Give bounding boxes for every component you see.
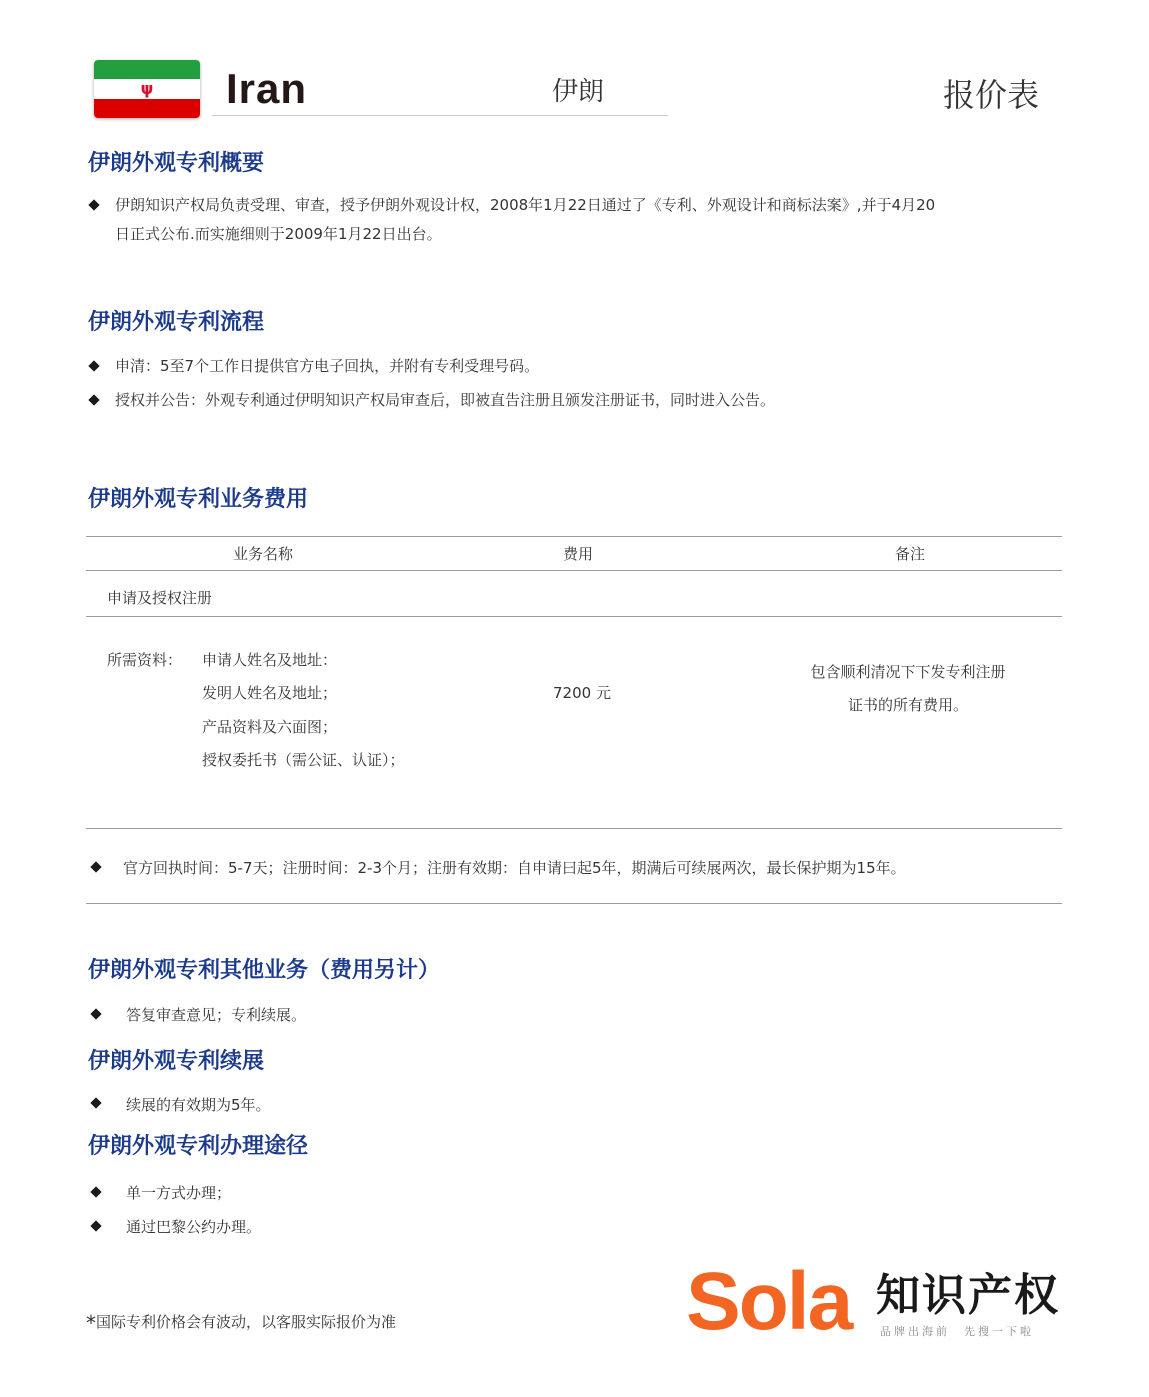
bullet-diamond-icon [88,394,99,405]
other-item: 答复审查意见；专利续展。 [126,1006,307,1024]
bullet-diamond-icon [90,1220,101,1231]
table-top-rule [86,536,1062,537]
process-item-2: 授权并公告：外观专利通过伊明知识产权局审查后，即被直告注册且颁发注册证书，同时进入公告。 [115,391,776,409]
fee-remark-line: 证书的所有费用。 [847,696,968,714]
table-group-rule [86,616,1062,617]
bullet-diamond-icon [88,360,99,371]
column-header-remark: 备注 [894,545,925,563]
section-title-fees: 伊朗外观专利业务费用 [88,487,309,512]
logo-cn-text: 知识产权 [876,1270,1060,1321]
footnote-rule [86,903,1062,904]
price-disclaimer-text: 国际专利价格会有波动，以客服实际报价为准 [96,1313,397,1331]
fee-price: 7200 元 [553,684,611,702]
material-item: 发明人姓名及地址； [202,684,338,702]
materials-label: 所需资料： [107,651,183,669]
table-group-label: 申请及授权注册 [107,589,213,607]
bullet-diamond-icon [88,199,99,210]
fees-footnote: 官方回执时间：5-7天；注册时间：2-3个月；注册有效期：自申请曰起5年，期满后可续展两次，最长保护期为15年。 [123,859,906,877]
material-item: 申请人姓名及地址： [202,651,338,669]
routes-item: 通过巴黎公约办理。 [126,1218,262,1236]
logo-tagline: 品牌出海前 先搜一下啦 [880,1325,1034,1338]
price-disclaimer [86,1310,396,1335]
renewal-item: 续展的有效期为5年。 [126,1096,271,1114]
fee-remark-line: 包含顺利清况下下发专利注册 [810,663,1006,681]
bullet-diamond-icon [90,1097,101,1108]
overview-line-1: 伊朗知识产权局负责受理、审查，授予伊朗外观设计权，2008年1月22日通过了《专利、外观设计和商标法案》,并于4月20 [115,196,936,214]
process-item-1: 申清：5至7个工作日提供官方电子回执，并附有专利受理号码。 [115,357,540,375]
section-title-other: 伊朗外观专利其他业务（费用另计） [88,958,441,983]
section-title-routes: 伊朗外观专利办理途径 [88,1134,309,1159]
bullet-diamond-icon [90,861,101,872]
section-title-renewal: 伊朗外观专利续展 [88,1049,265,1074]
table-bottom-rule [86,828,1062,829]
column-header-fee: 费用 [562,545,593,563]
bullet-diamond-icon [90,1186,101,1197]
routes-item: 单一方式办理； [126,1184,232,1202]
overview-line-2: 日正式公布.而实施细则于2009年1月22日出台。 [115,225,442,243]
country-name-cn: 伊朗 [552,77,605,107]
document-type: 报价表 [943,76,1040,114]
section-title-process: 伊朗外观专利流程 [88,310,265,335]
country-name-en: Iran [226,65,308,112]
bullet-diamond-icon [90,1008,101,1019]
table-header-rule [86,570,1062,571]
column-header-service: 业务名称 [232,545,293,563]
section-title-overview: 伊朗外观专利概要 [88,151,265,176]
material-item: 产品资料及六面图； [202,718,338,736]
header-divider [212,115,668,116]
asterisk-mark: * [86,1311,96,1335]
sola-logo: Sola [686,1256,852,1347]
iran-flag-icon: ψ [94,60,200,118]
material-item: 授权委托书（需公证、认证）； [202,751,405,769]
